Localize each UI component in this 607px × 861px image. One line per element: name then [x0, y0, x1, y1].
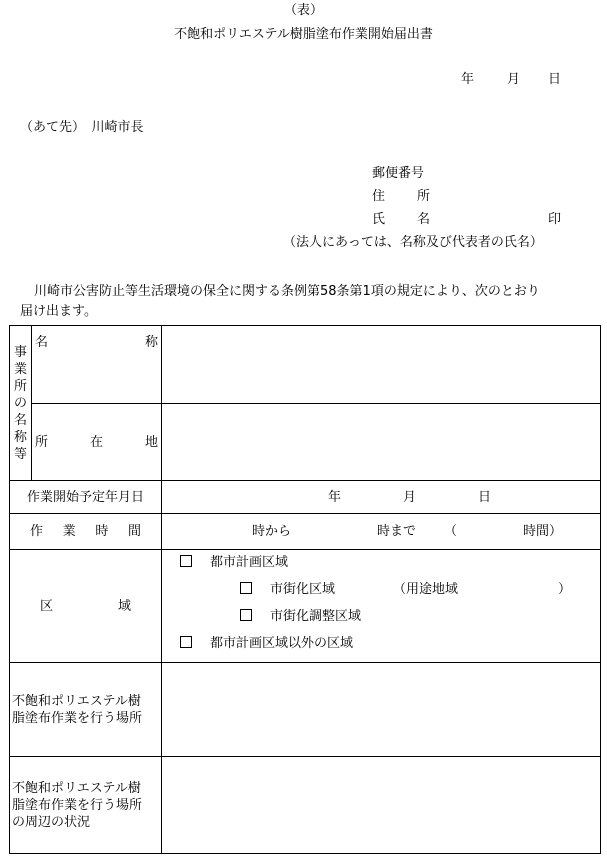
area-option-urbanization[interactable]: 市街化区域 （用途地域 ）	[162, 581, 600, 608]
addressee: （あて先） 川崎市長	[20, 120, 144, 135]
area-row	[10, 550, 601, 663]
checkbox-icon[interactable]	[240, 609, 252, 621]
checkbox-icon[interactable]	[240, 582, 252, 594]
start-date-label: 作業開始予定年月日	[10, 481, 162, 514]
name-label-char2: 名	[417, 212, 431, 227]
statement-line-1: 川崎市公害防止等生活環境の保全に関する条例第58条第1項の規定により、次のとおり	[34, 284, 540, 299]
office-group-label: 事 業 所 の 名 称 等	[10, 326, 32, 481]
work-place-field[interactable]	[162, 663, 601, 757]
name-label-char1: 氏	[372, 212, 386, 227]
date-month-label: 月	[507, 72, 521, 87]
hours-to-label: 時まで	[377, 524, 417, 539]
hours-from-label: 時から	[252, 524, 292, 539]
work-hours-field[interactable]	[162, 514, 601, 550]
area-options	[162, 550, 601, 663]
office-name-label: 名 称	[32, 326, 162, 404]
area-option-urbanization-control[interactable]: 市街化調整区域	[162, 608, 600, 635]
office-name-row	[10, 326, 601, 404]
notification-table	[9, 325, 601, 854]
start-year-label: 年	[328, 489, 342, 505]
office-name-field[interactable]	[162, 326, 601, 404]
area-label: 区 域	[10, 550, 162, 663]
checkbox-icon[interactable]	[180, 636, 192, 648]
office-location-label: 所 在 地	[32, 404, 162, 481]
date-year-label: 年	[461, 72, 475, 87]
document-title: 不飽和ポリエステル樹脂塗布作業開始届出書	[174, 27, 433, 42]
start-date-row	[10, 481, 601, 514]
address-label-char1: 住	[372, 189, 386, 204]
checkbox-icon[interactable]	[180, 555, 192, 567]
seal-mark: 印	[548, 212, 562, 227]
surroundings-field[interactable]	[162, 757, 601, 854]
work-hours-label: 作 業 時 間	[10, 514, 162, 550]
surroundings-label: 不飽和ポリエステル樹 脂塗布作業を行う場所 の周辺の状況	[10, 757, 162, 854]
work-hours-row	[10, 514, 601, 550]
office-location-row	[10, 404, 601, 481]
area-option-city-planning[interactable]: 都市計画区域	[162, 554, 600, 581]
start-month-label: 月	[403, 489, 417, 505]
start-date-field[interactable]	[162, 481, 601, 514]
postal-code-label: 郵便番号	[372, 166, 425, 181]
corporation-note: （法人にあっては、名称及び代表者の氏名）	[283, 235, 543, 250]
work-place-row	[10, 663, 601, 757]
surroundings-row	[10, 757, 601, 854]
work-place-label: 不飽和ポリエステル樹 脂塗布作業を行う場所	[10, 663, 162, 757]
hours-total-label: 時間）	[523, 524, 563, 539]
area-option-outside-city-planning[interactable]: 都市計画区域以外の区域	[162, 635, 600, 662]
statement-line-2: 届け出ます。	[20, 304, 97, 319]
start-day-label: 日	[478, 489, 492, 505]
office-location-field[interactable]	[162, 404, 601, 481]
address-label-char2: 所	[417, 189, 431, 204]
hours-paren-open: （	[444, 524, 458, 539]
date-day-label: 日	[548, 72, 562, 87]
front-side-marker: （表）	[283, 3, 323, 18]
